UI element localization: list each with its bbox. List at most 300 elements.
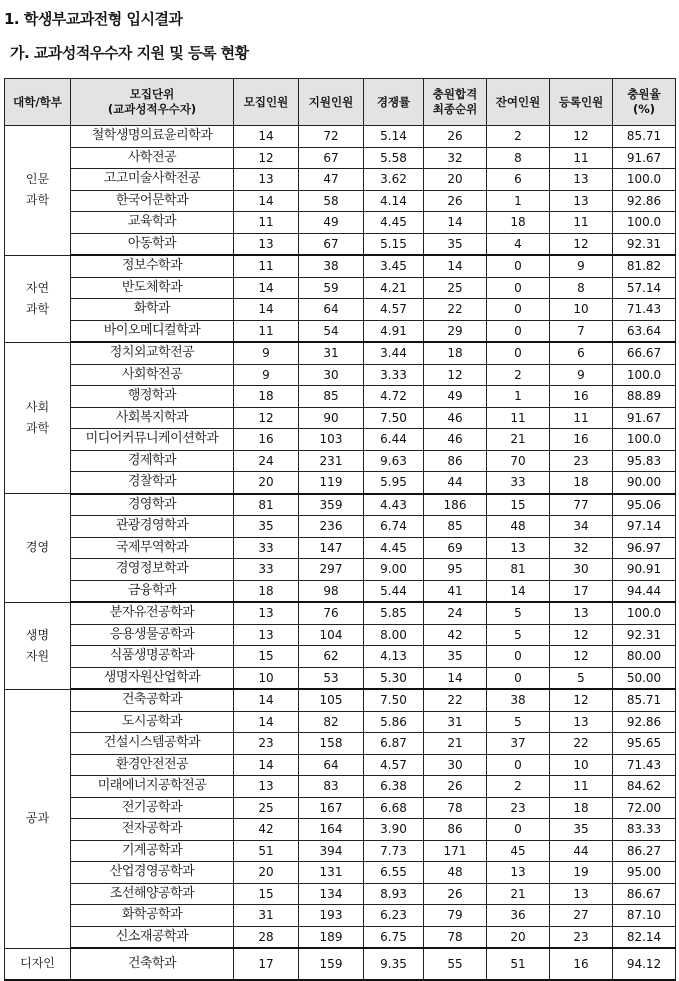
cell-enrolled: 34 xyxy=(550,516,613,538)
cell-final-rank: 95 xyxy=(424,559,487,581)
cell-fill-rate: 95.83 xyxy=(613,450,676,472)
cell-quota: 18 xyxy=(234,386,299,408)
cell-quota: 20 xyxy=(234,862,299,884)
cell-enrolled: 44 xyxy=(550,840,613,862)
cell-fill-rate: 57.14 xyxy=(613,277,676,299)
cell-fill-rate: 87.10 xyxy=(613,905,676,927)
cell-enrolled: 12 xyxy=(550,624,613,646)
cell-final-rank: 35 xyxy=(424,646,487,668)
cell-applicants: 164 xyxy=(299,819,364,841)
cell-final-rank: 85 xyxy=(424,516,487,538)
cell-final-rank: 20 xyxy=(424,169,487,191)
header-final-rank: 충원합격 최종순위 xyxy=(424,79,487,126)
cell-remaining: 13 xyxy=(487,537,550,559)
cell-fill-rate: 63.64 xyxy=(613,320,676,342)
cell-applicants: 297 xyxy=(299,559,364,581)
cell-competition-rate: 3.33 xyxy=(364,364,424,386)
table-row xyxy=(5,255,676,277)
cell-fill-rate: 85.71 xyxy=(613,126,676,148)
cell-final-rank: 26 xyxy=(424,883,487,905)
cell-fill-rate: 100.0 xyxy=(613,602,676,624)
cell-unit: 화학공학과 xyxy=(71,905,234,927)
cell-applicants: 359 xyxy=(299,494,364,516)
cell-quota: 31 xyxy=(234,905,299,927)
cell-competition-rate: 4.45 xyxy=(364,537,424,559)
cell-enrolled: 12 xyxy=(550,126,613,148)
cell-enrolled: 5 xyxy=(550,667,613,689)
cell-final-rank: 31 xyxy=(424,711,487,733)
table-row xyxy=(5,667,676,689)
header-unit: 모집단위 (교과성적우수자) xyxy=(71,79,234,126)
cell-remaining: 5 xyxy=(487,624,550,646)
cell-remaining: 0 xyxy=(487,255,550,277)
cell-final-rank: 14 xyxy=(424,255,487,277)
cell-unit: 도시공학과 xyxy=(71,711,234,733)
cell-final-rank: 22 xyxy=(424,299,487,321)
cell-applicants: 76 xyxy=(299,602,364,624)
cell-applicants: 64 xyxy=(299,754,364,776)
cell-unit: 건축학과 xyxy=(71,948,234,980)
table-row xyxy=(5,926,676,948)
cell-competition-rate: 8.00 xyxy=(364,624,424,646)
cell-enrolled: 10 xyxy=(550,754,613,776)
cell-final-rank: 86 xyxy=(424,819,487,841)
cell-remaining: 13 xyxy=(487,862,550,884)
cell-final-rank: 48 xyxy=(424,862,487,884)
cell-applicants: 82 xyxy=(299,711,364,733)
cell-competition-rate: 3.62 xyxy=(364,169,424,191)
cell-final-rank: 78 xyxy=(424,797,487,819)
table-row xyxy=(5,364,676,386)
cell-applicants: 159 xyxy=(299,948,364,980)
cell-enrolled: 18 xyxy=(550,797,613,819)
cell-remaining: 38 xyxy=(487,689,550,711)
cell-quota: 16 xyxy=(234,429,299,451)
header-quota: 모집인원 xyxy=(234,79,299,126)
table-row xyxy=(5,407,676,429)
cell-unit: 경제학과 xyxy=(71,450,234,472)
cell-competition-rate: 6.75 xyxy=(364,926,424,948)
cell-applicants: 158 xyxy=(299,733,364,755)
cell-enrolled: 12 xyxy=(550,646,613,668)
table-row xyxy=(5,450,676,472)
table-body xyxy=(5,126,676,981)
cell-remaining: 11 xyxy=(487,407,550,429)
cell-fill-rate: 90.00 xyxy=(613,472,676,494)
cell-final-rank: 79 xyxy=(424,905,487,927)
cell-applicants: 38 xyxy=(299,255,364,277)
cell-final-rank: 29 xyxy=(424,320,487,342)
cell-applicants: 62 xyxy=(299,646,364,668)
cell-enrolled: 22 xyxy=(550,733,613,755)
table-row xyxy=(5,711,676,733)
cell-unit: 건설시스템공학과 xyxy=(71,733,234,755)
cell-competition-rate: 5.30 xyxy=(364,667,424,689)
cell-quota: 35 xyxy=(234,516,299,538)
cell-quota: 14 xyxy=(234,711,299,733)
cell-unit: 미래에너지공학전공 xyxy=(71,776,234,798)
cell-quota: 20 xyxy=(234,472,299,494)
cell-competition-rate: 6.55 xyxy=(364,862,424,884)
cell-unit: 반도체학과 xyxy=(71,277,234,299)
cell-final-rank: 30 xyxy=(424,754,487,776)
table-row xyxy=(5,862,676,884)
cell-final-rank: 24 xyxy=(424,602,487,624)
cell-remaining: 8 xyxy=(487,147,550,169)
cell-unit: 금융학과 xyxy=(71,580,234,602)
cell-final-rank: 22 xyxy=(424,689,487,711)
cell-unit: 신소재공학과 xyxy=(71,926,234,948)
cell-unit: 전기공학과 xyxy=(71,797,234,819)
cell-quota: 13 xyxy=(234,169,299,191)
table-row xyxy=(5,320,676,342)
cell-fill-rate: 80.00 xyxy=(613,646,676,668)
cell-remaining: 1 xyxy=(487,190,550,212)
cell-final-rank: 44 xyxy=(424,472,487,494)
cell-enrolled: 11 xyxy=(550,147,613,169)
cell-quota: 11 xyxy=(234,212,299,234)
cell-remaining: 0 xyxy=(487,754,550,776)
table-row xyxy=(5,429,676,451)
cell-competition-rate: 5.85 xyxy=(364,602,424,624)
page-heading: 1. 학생부교과전형 입시결과 xyxy=(4,10,183,28)
cell-final-rank: 78 xyxy=(424,926,487,948)
college-cell: 공과 xyxy=(5,689,71,948)
cell-unit: 교육학과 xyxy=(71,212,234,234)
cell-unit: 정치외교학전공 xyxy=(71,342,234,364)
cell-quota: 9 xyxy=(234,342,299,364)
cell-quota: 42 xyxy=(234,819,299,841)
cell-enrolled: 16 xyxy=(550,948,613,980)
cell-remaining: 5 xyxy=(487,711,550,733)
cell-quota: 14 xyxy=(234,277,299,299)
cell-enrolled: 35 xyxy=(550,819,613,841)
cell-quota: 11 xyxy=(234,255,299,277)
cell-enrolled: 6 xyxy=(550,342,613,364)
table-row xyxy=(5,299,676,321)
cell-final-rank: 42 xyxy=(424,624,487,646)
cell-remaining: 23 xyxy=(487,797,550,819)
cell-competition-rate: 6.74 xyxy=(364,516,424,538)
cell-fill-rate: 92.31 xyxy=(613,233,676,255)
cell-fill-rate: 82.14 xyxy=(613,926,676,948)
cell-remaining: 45 xyxy=(487,840,550,862)
table-row xyxy=(5,147,676,169)
cell-fill-rate: 100.0 xyxy=(613,364,676,386)
table-row xyxy=(5,126,676,148)
cell-unit: 산업경영공학과 xyxy=(71,862,234,884)
header-competition-rate: 경쟁률 xyxy=(364,79,424,126)
cell-remaining: 0 xyxy=(487,320,550,342)
cell-enrolled: 32 xyxy=(550,537,613,559)
table-row xyxy=(5,190,676,212)
cell-enrolled: 13 xyxy=(550,190,613,212)
table-row xyxy=(5,948,676,980)
cell-remaining: 2 xyxy=(487,126,550,148)
cell-fill-rate: 100.0 xyxy=(613,212,676,234)
cell-fill-rate: 92.86 xyxy=(613,711,676,733)
cell-final-rank: 25 xyxy=(424,277,487,299)
table-row xyxy=(5,472,676,494)
cell-enrolled: 13 xyxy=(550,169,613,191)
cell-competition-rate: 6.68 xyxy=(364,797,424,819)
cell-competition-rate: 4.45 xyxy=(364,212,424,234)
cell-fill-rate: 95.65 xyxy=(613,733,676,755)
cell-quota: 13 xyxy=(234,624,299,646)
cell-applicants: 119 xyxy=(299,472,364,494)
cell-remaining: 1 xyxy=(487,386,550,408)
cell-unit: 화학과 xyxy=(71,299,234,321)
cell-final-rank: 171 xyxy=(424,840,487,862)
cell-remaining: 20 xyxy=(487,926,550,948)
table-row xyxy=(5,624,676,646)
cell-unit: 고고미술사학전공 xyxy=(71,169,234,191)
cell-enrolled: 9 xyxy=(550,255,613,277)
cell-quota: 28 xyxy=(234,926,299,948)
table-row xyxy=(5,797,676,819)
section-subheading: 가. 교과성적우수자 지원 및 등록 현황 xyxy=(10,44,249,62)
cell-unit: 한국어문학과 xyxy=(71,190,234,212)
cell-applicants: 131 xyxy=(299,862,364,884)
cell-remaining: 0 xyxy=(487,819,550,841)
cell-enrolled: 17 xyxy=(550,580,613,602)
table-row xyxy=(5,580,676,602)
cell-applicants: 59 xyxy=(299,277,364,299)
cell-competition-rate: 4.72 xyxy=(364,386,424,408)
college-cell: 생명 자원 xyxy=(5,602,71,689)
cell-competition-rate: 4.91 xyxy=(364,320,424,342)
cell-applicants: 147 xyxy=(299,537,364,559)
cell-quota: 10 xyxy=(234,667,299,689)
cell-fill-rate: 88.89 xyxy=(613,386,676,408)
cell-competition-rate: 6.87 xyxy=(364,733,424,755)
cell-applicants: 167 xyxy=(299,797,364,819)
cell-fill-rate: 71.43 xyxy=(613,754,676,776)
cell-competition-rate: 9.35 xyxy=(364,948,424,980)
cell-remaining: 48 xyxy=(487,516,550,538)
cell-applicants: 83 xyxy=(299,776,364,798)
cell-applicants: 30 xyxy=(299,364,364,386)
cell-remaining: 81 xyxy=(487,559,550,581)
college-cell: 경영 xyxy=(5,494,71,603)
cell-remaining: 0 xyxy=(487,299,550,321)
cell-enrolled: 8 xyxy=(550,277,613,299)
cell-remaining: 36 xyxy=(487,905,550,927)
cell-final-rank: 46 xyxy=(424,429,487,451)
header-applicants: 지원인원 xyxy=(299,79,364,126)
cell-competition-rate: 6.38 xyxy=(364,776,424,798)
cell-competition-rate: 6.44 xyxy=(364,429,424,451)
cell-unit: 조선해양공학과 xyxy=(71,883,234,905)
cell-competition-rate: 5.15 xyxy=(364,233,424,255)
cell-unit: 국제무역학과 xyxy=(71,537,234,559)
cell-unit: 사회복지학과 xyxy=(71,407,234,429)
cell-final-rank: 46 xyxy=(424,407,487,429)
cell-enrolled: 10 xyxy=(550,299,613,321)
cell-applicants: 67 xyxy=(299,147,364,169)
cell-unit: 경영학과 xyxy=(71,494,234,516)
table-row xyxy=(5,537,676,559)
cell-competition-rate: 4.21 xyxy=(364,277,424,299)
cell-unit: 응용생물공학과 xyxy=(71,624,234,646)
cell-remaining: 2 xyxy=(487,776,550,798)
cell-unit: 경영정보학과 xyxy=(71,559,234,581)
cell-competition-rate: 7.50 xyxy=(364,689,424,711)
cell-remaining: 14 xyxy=(487,580,550,602)
cell-quota: 25 xyxy=(234,797,299,819)
cell-remaining: 0 xyxy=(487,667,550,689)
cell-fill-rate: 84.62 xyxy=(613,776,676,798)
table-row xyxy=(5,233,676,255)
cell-competition-rate: 8.93 xyxy=(364,883,424,905)
cell-enrolled: 7 xyxy=(550,320,613,342)
cell-unit: 관광경영학과 xyxy=(71,516,234,538)
cell-competition-rate: 9.63 xyxy=(364,450,424,472)
cell-applicants: 90 xyxy=(299,407,364,429)
header-fill-rate: 충원율 (%) xyxy=(613,79,676,126)
cell-enrolled: 30 xyxy=(550,559,613,581)
table-row xyxy=(5,819,676,841)
table-row xyxy=(5,494,676,516)
cell-enrolled: 11 xyxy=(550,407,613,429)
cell-applicants: 394 xyxy=(299,840,364,862)
cell-remaining: 5 xyxy=(487,602,550,624)
cell-quota: 13 xyxy=(234,776,299,798)
cell-unit: 바이오메디컬학과 xyxy=(71,320,234,342)
cell-fill-rate: 92.86 xyxy=(613,190,676,212)
cell-quota: 11 xyxy=(234,320,299,342)
cell-competition-rate: 9.00 xyxy=(364,559,424,581)
cell-quota: 14 xyxy=(234,126,299,148)
cell-remaining: 4 xyxy=(487,233,550,255)
cell-fill-rate: 91.67 xyxy=(613,407,676,429)
cell-quota: 24 xyxy=(234,450,299,472)
cell-fill-rate: 72.00 xyxy=(613,797,676,819)
header-college: 대학/학부 xyxy=(5,79,71,126)
cell-final-rank: 186 xyxy=(424,494,487,516)
cell-unit: 전자공학과 xyxy=(71,819,234,841)
cell-remaining: 18 xyxy=(487,212,550,234)
cell-applicants: 103 xyxy=(299,429,364,451)
college-cell: 인문 과학 xyxy=(5,126,71,256)
cell-final-rank: 26 xyxy=(424,126,487,148)
table-row xyxy=(5,342,676,364)
cell-quota: 17 xyxy=(234,948,299,980)
cell-final-rank: 86 xyxy=(424,450,487,472)
table-row xyxy=(5,516,676,538)
cell-remaining: 70 xyxy=(487,450,550,472)
cell-applicants: 105 xyxy=(299,689,364,711)
cell-quota: 13 xyxy=(234,602,299,624)
cell-enrolled: 16 xyxy=(550,429,613,451)
cell-fill-rate: 100.0 xyxy=(613,429,676,451)
cell-applicants: 72 xyxy=(299,126,364,148)
cell-final-rank: 55 xyxy=(424,948,487,980)
cell-competition-rate: 4.57 xyxy=(364,754,424,776)
cell-competition-rate: 3.90 xyxy=(364,819,424,841)
cell-fill-rate: 66.67 xyxy=(613,342,676,364)
cell-remaining: 6 xyxy=(487,169,550,191)
header-remaining: 잔여인원 xyxy=(487,79,550,126)
cell-enrolled: 13 xyxy=(550,711,613,733)
table-row xyxy=(5,840,676,862)
cell-applicants: 134 xyxy=(299,883,364,905)
cell-enrolled: 16 xyxy=(550,386,613,408)
cell-enrolled: 27 xyxy=(550,905,613,927)
cell-competition-rate: 4.43 xyxy=(364,494,424,516)
cell-unit: 철학생명의료윤리학과 xyxy=(71,126,234,148)
cell-applicants: 58 xyxy=(299,190,364,212)
cell-quota: 14 xyxy=(234,299,299,321)
cell-remaining: 0 xyxy=(487,646,550,668)
cell-applicants: 85 xyxy=(299,386,364,408)
cell-applicants: 104 xyxy=(299,624,364,646)
cell-competition-rate: 7.50 xyxy=(364,407,424,429)
cell-quota: 14 xyxy=(234,689,299,711)
cell-fill-rate: 94.44 xyxy=(613,580,676,602)
cell-final-rank: 69 xyxy=(424,537,487,559)
cell-unit: 경찰학과 xyxy=(71,472,234,494)
cell-final-rank: 41 xyxy=(424,580,487,602)
cell-final-rank: 49 xyxy=(424,386,487,408)
cell-applicants: 31 xyxy=(299,342,364,364)
cell-unit: 식품생명공학과 xyxy=(71,646,234,668)
cell-remaining: 15 xyxy=(487,494,550,516)
cell-fill-rate: 96.97 xyxy=(613,537,676,559)
cell-enrolled: 23 xyxy=(550,926,613,948)
cell-fill-rate: 50.00 xyxy=(613,667,676,689)
cell-remaining: 51 xyxy=(487,948,550,980)
cell-enrolled: 11 xyxy=(550,776,613,798)
cell-fill-rate: 85.71 xyxy=(613,689,676,711)
cell-unit: 분자유전공학과 xyxy=(71,602,234,624)
cell-fill-rate: 95.06 xyxy=(613,494,676,516)
table-row xyxy=(5,212,676,234)
cell-applicants: 53 xyxy=(299,667,364,689)
cell-quota: 13 xyxy=(234,233,299,255)
cell-quota: 81 xyxy=(234,494,299,516)
cell-enrolled: 19 xyxy=(550,862,613,884)
table-row xyxy=(5,883,676,905)
cell-unit: 기계공학과 xyxy=(71,840,234,862)
table-row xyxy=(5,776,676,798)
table-row xyxy=(5,646,676,668)
cell-remaining: 2 xyxy=(487,364,550,386)
cell-quota: 14 xyxy=(234,190,299,212)
cell-unit: 사회학전공 xyxy=(71,364,234,386)
cell-final-rank: 18 xyxy=(424,342,487,364)
header-enrolled: 등록인원 xyxy=(550,79,613,126)
table-row xyxy=(5,559,676,581)
cell-quota: 33 xyxy=(234,559,299,581)
cell-fill-rate: 95.00 xyxy=(613,862,676,884)
cell-fill-rate: 86.67 xyxy=(613,883,676,905)
cell-competition-rate: 4.57 xyxy=(364,299,424,321)
cell-applicants: 193 xyxy=(299,905,364,927)
cell-final-rank: 26 xyxy=(424,776,487,798)
cell-fill-rate: 94.12 xyxy=(613,948,676,980)
cell-competition-rate: 6.23 xyxy=(364,905,424,927)
cell-unit: 정보수학과 xyxy=(71,255,234,277)
cell-enrolled: 9 xyxy=(550,364,613,386)
cell-enrolled: 23 xyxy=(550,450,613,472)
cell-final-rank: 32 xyxy=(424,147,487,169)
cell-applicants: 67 xyxy=(299,233,364,255)
cell-applicants: 231 xyxy=(299,450,364,472)
cell-unit: 아동학과 xyxy=(71,233,234,255)
cell-competition-rate: 5.95 xyxy=(364,472,424,494)
table-row xyxy=(5,169,676,191)
